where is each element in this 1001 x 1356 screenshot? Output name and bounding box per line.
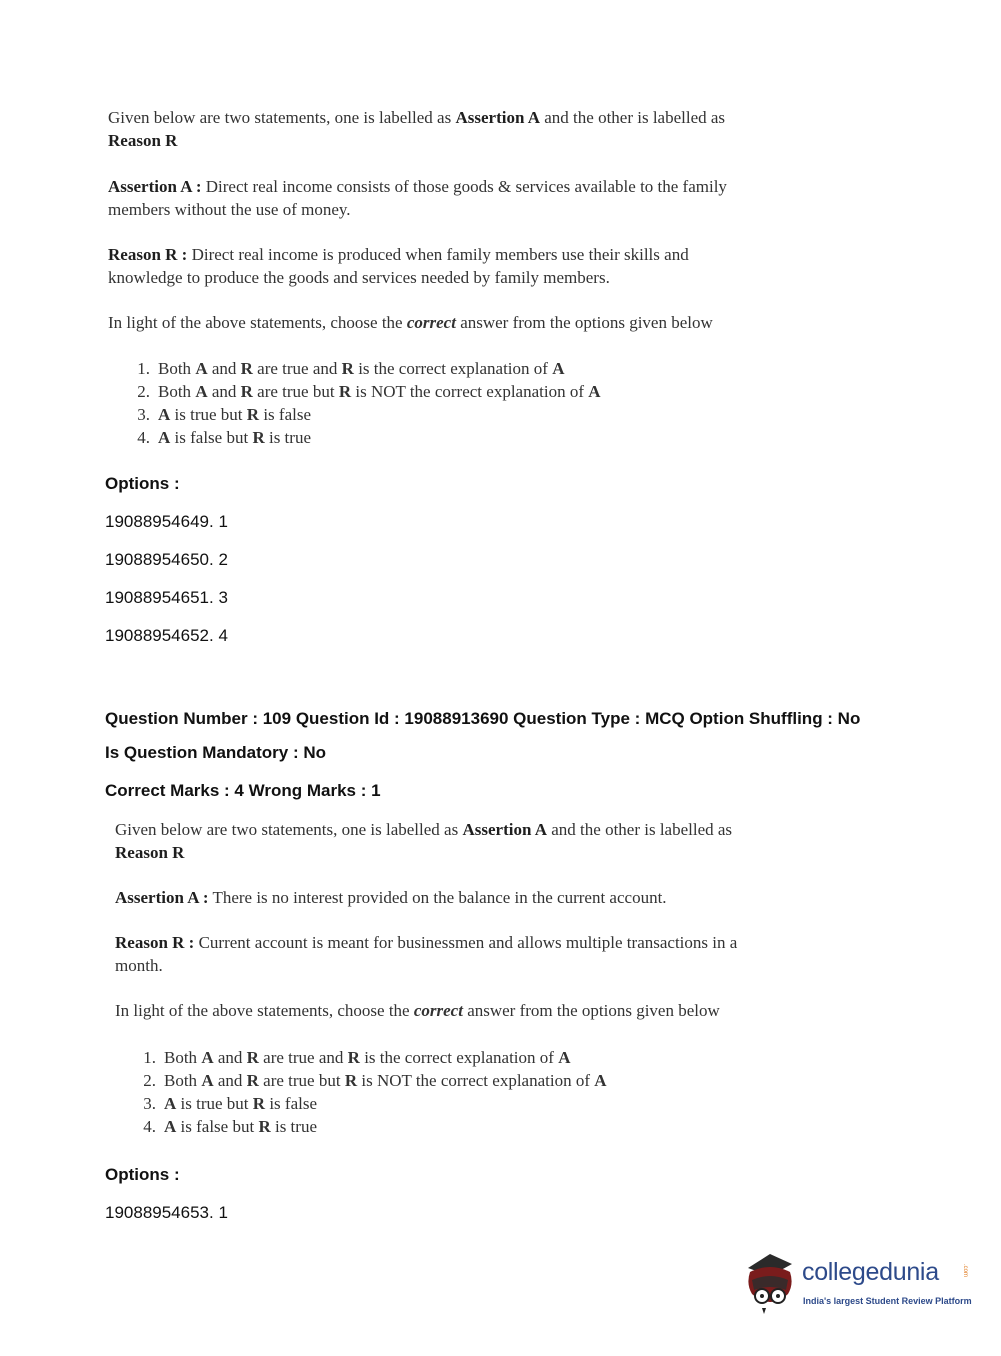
logo-suffix: .com	[962, 1264, 968, 1278]
q1-choice-list	[126, 357, 601, 449]
q1-reason: Reason R : Direct real income is produced when family members use their skills and	[108, 245, 689, 264]
q1-prompt: In light of the above statements, choose the correct answer from the options given below	[108, 313, 713, 332]
q2-choice-2: 2. Both A and R are true but R is NOT the correct explanation of A	[143, 1071, 607, 1090]
q1-options-label: Options :	[105, 474, 180, 493]
q1-assertion-cont: members without the use of money.	[108, 200, 351, 219]
q1-option-1: 19088954649. 1	[105, 512, 228, 531]
q1-option-2: 19088954650. 2	[105, 550, 228, 569]
q2-choice-4: 4. A is false but R is true	[143, 1117, 317, 1136]
q2-intro-reason: Reason R	[115, 843, 185, 862]
logo-wordmark: collegedunia	[802, 1258, 939, 1286]
q1-intro: Given below are two statements, one is labelled as Assertion A and the other is labelled as	[108, 108, 726, 127]
q1-option-3: 19088954651. 3	[105, 588, 228, 607]
q1-statement	[108, 106, 748, 334]
q2-choice-3: 3. A is true but R is false	[143, 1094, 317, 1113]
q1-choice-1: 1. Both A and R are true and R is the correct explanation of A	[137, 359, 565, 378]
q1-choice-2: 2. Both A and R are true but R is NOT the correct explanation of A	[137, 382, 601, 401]
q2-assertion: Assertion A : There is no interest provided on the balance in the current account.	[115, 888, 667, 907]
q2-choice-1: 1. Both A and R are true and R is the correct explanation of A	[143, 1048, 571, 1067]
q1-reason-cont: knowledge to produce the goods and services needed by family members.	[108, 268, 610, 287]
logo-tagline: India's largest Student Review Platform	[803, 1296, 972, 1306]
q1-option-4: 19088954652. 4	[105, 626, 228, 645]
mascot-icon	[740, 1250, 802, 1320]
q2-reason-cont: month.	[115, 956, 163, 975]
q1-choice-4: 4. A is false but R is true	[137, 428, 311, 447]
q2-prompt: In light of the above statements, choose the correct answer from the options given below	[115, 1001, 720, 1020]
q1-assertion: Assertion A : Direct real income consists of those goods & services available to the family	[108, 177, 727, 196]
q2-meta-line3: Correct Marks : 4 Wrong Marks : 1	[105, 781, 381, 800]
q2-reason: Reason R : Current account is meant for businessmen and allows multiple transactions in a	[115, 933, 738, 952]
collegedunia-logo	[740, 1250, 980, 1320]
q2-option-1: 19088954653. 1	[105, 1203, 228, 1222]
q2-choice-list	[132, 1046, 607, 1138]
q1-choice-3: 3. A is true but R is false	[137, 405, 311, 424]
q2-intro: Given below are two statements, one is labelled as Assertion A and the other is labelled as	[115, 820, 733, 839]
q2-options-label: Options :	[105, 1165, 180, 1184]
q1-intro-reason: Reason R	[108, 131, 178, 150]
q2-meta-line2: Is Question Mandatory : No	[105, 743, 327, 762]
q2-statement	[115, 818, 755, 1022]
q2-meta-line1: Question Number : 109 Question Id : 19088913690 Question Type : MCQ Option Shuffling : No	[105, 709, 861, 728]
